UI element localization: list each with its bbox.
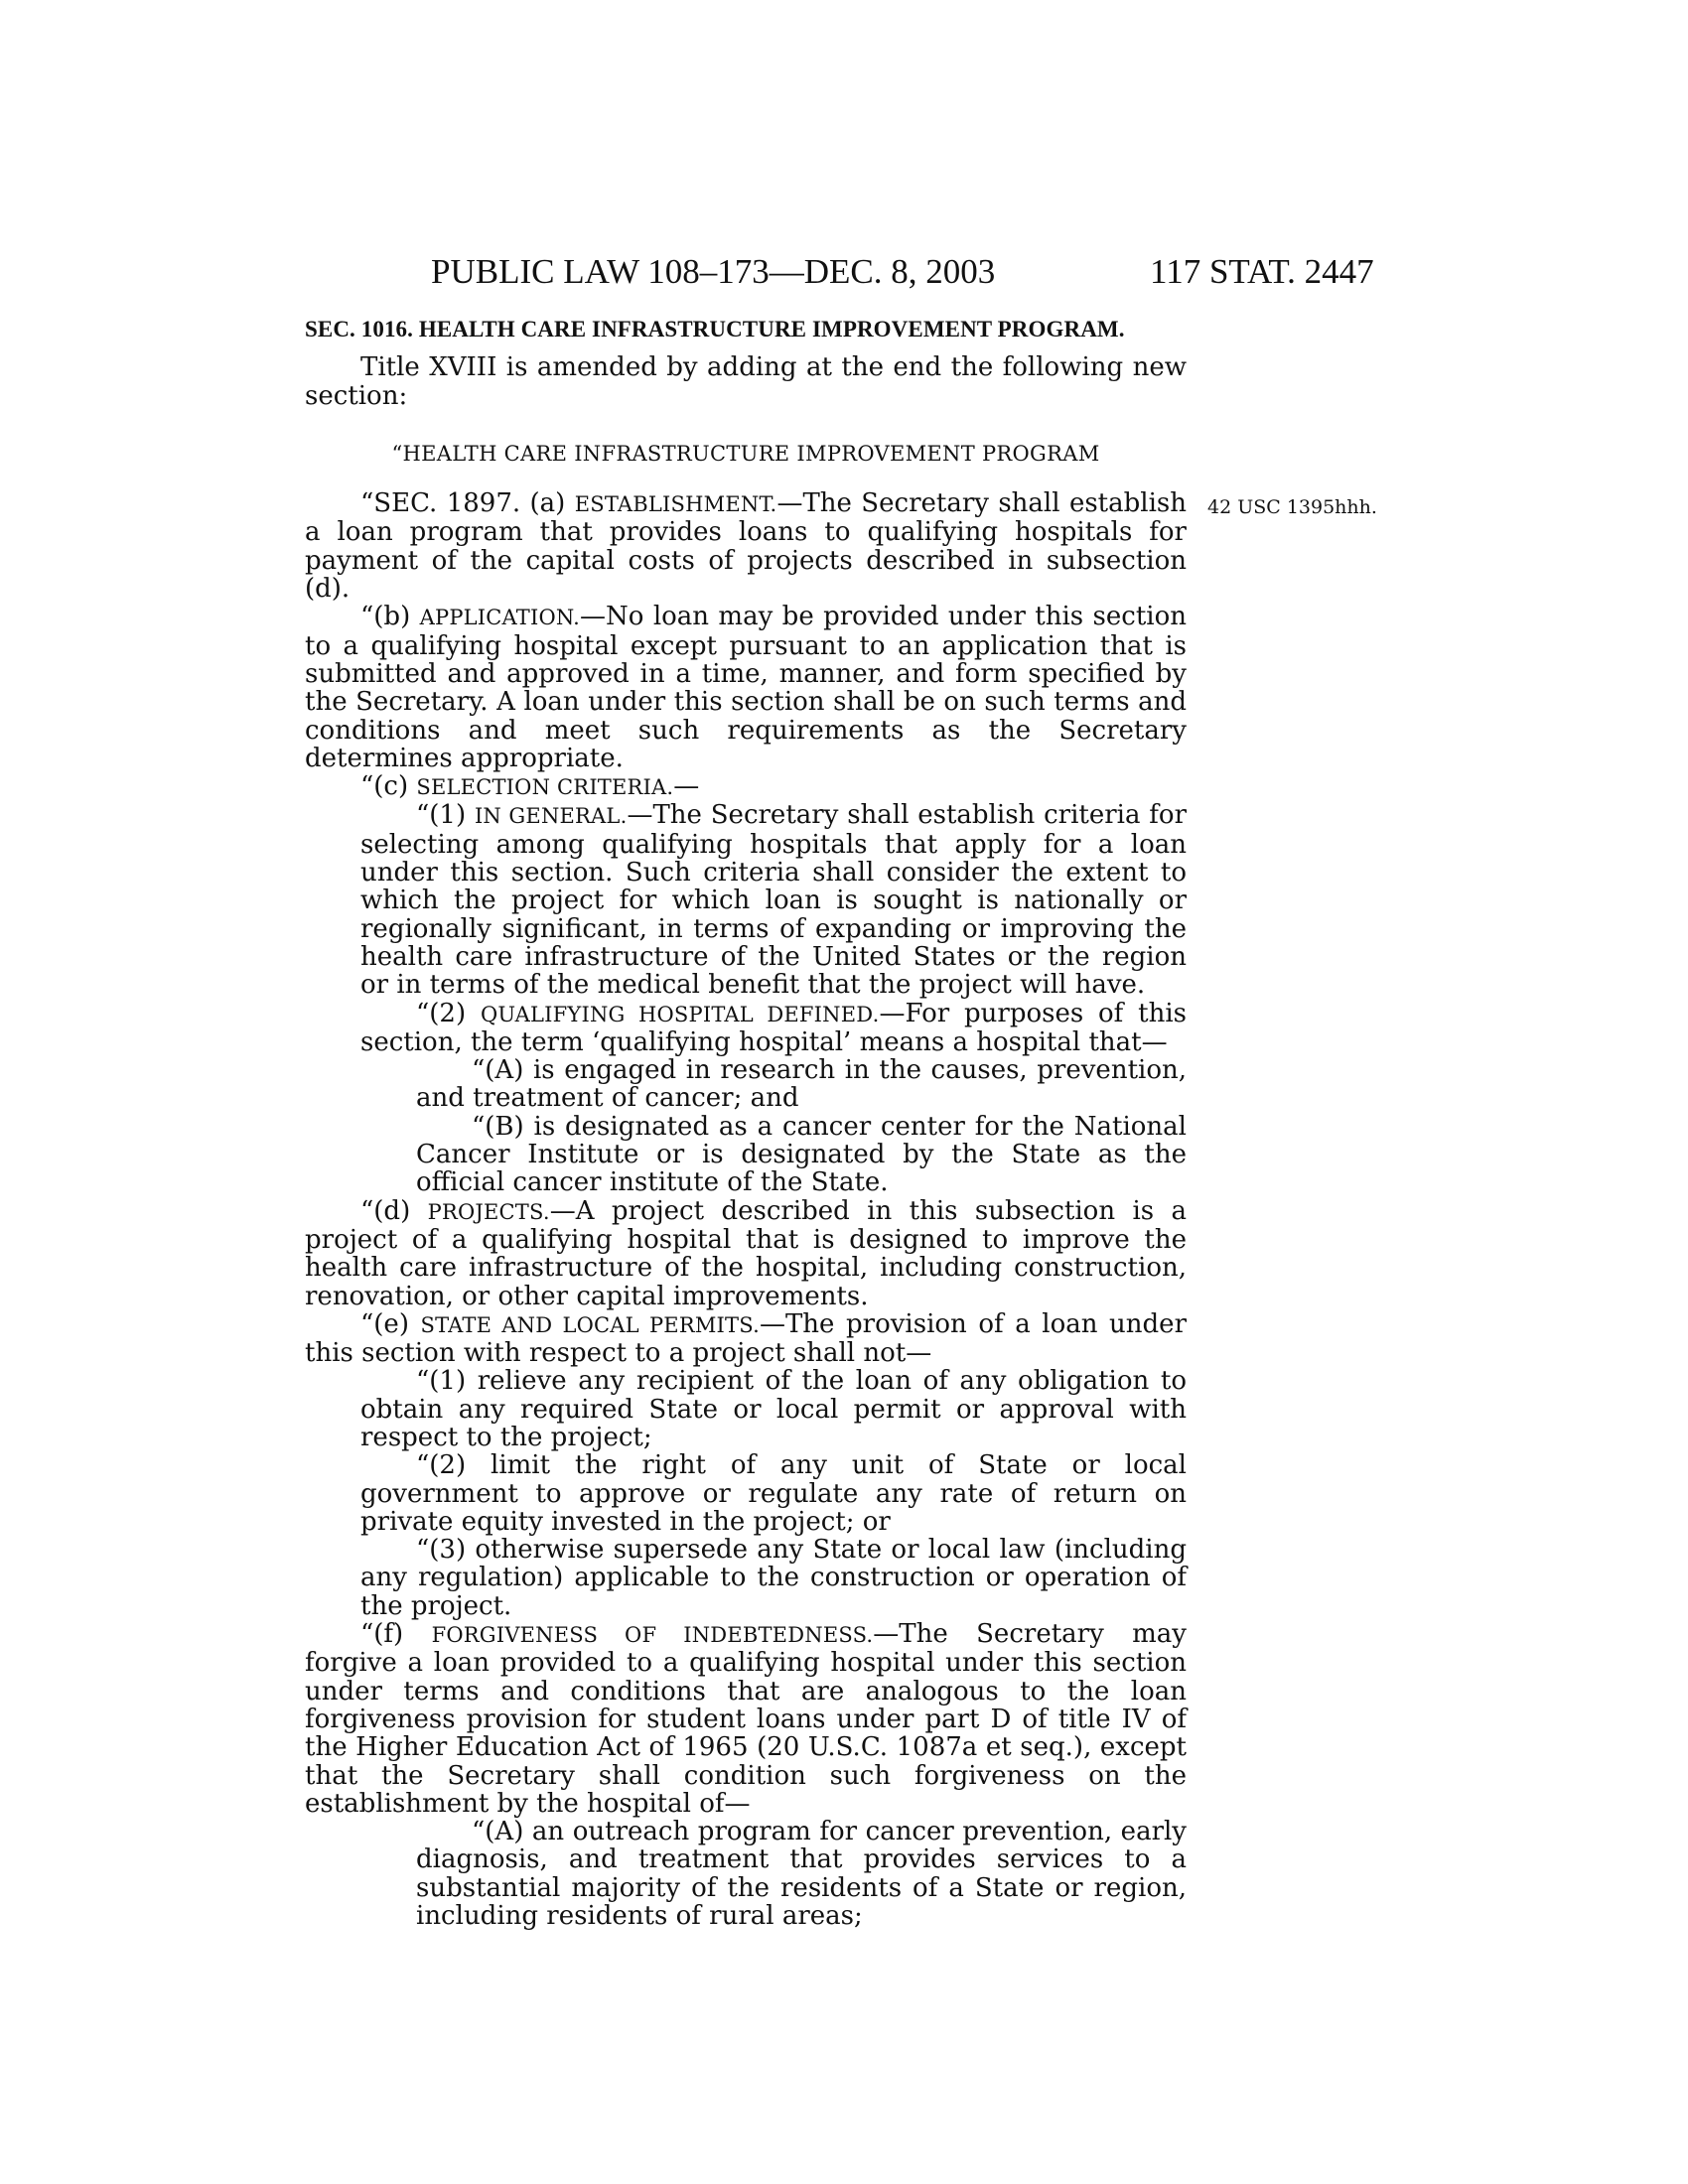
subsection-a-heading: ESTABLISHMENT. bbox=[574, 492, 777, 517]
intro-paragraph: Title XVIII is amended by adding at the end the following new section: bbox=[305, 352, 1187, 411]
subsection-c bbox=[305, 772, 1187, 801]
subsection-e-text: —The provision of a loan under this section with respect to a project shall not— bbox=[305, 1308, 1187, 1369]
margin-citation: 42 USC 1395hhh. bbox=[1207, 496, 1377, 518]
paragraph-c1 bbox=[360, 801, 1187, 999]
paragraph-c2-heading: QUALIFYING HOSPITAL DEFINED. bbox=[480, 1002, 880, 1026]
subsection-f bbox=[305, 1620, 1187, 1818]
subsection-f-lead: “(f) bbox=[360, 1619, 432, 1650]
subparagraph-c2-B: “(B) is designated as a cancer center for the National Cancer Institute or is designated by the State as the official cancer institute of the State. bbox=[416, 1111, 1187, 1198]
subsection-d bbox=[305, 1197, 1187, 1310]
paragraph-e2: “(2) limit the right of any unit of State or local government to approve or regulate any rate of return on private equity invested in the project; or bbox=[360, 1450, 1187, 1537]
subsection-a-text: —The Secretary shall establish a loan program that provides loans to qualifying hospitals for payment of the capital costs of projects described in subsection (d). bbox=[305, 488, 1187, 605]
paragraph-c2-lead: “(2) bbox=[416, 998, 481, 1028]
subsection-b bbox=[305, 603, 1187, 772]
subsection-b-heading: APPLICATION. bbox=[419, 606, 581, 630]
subsection-a bbox=[305, 489, 1187, 603]
subsection-a-lead: “SEC. 1897. (a) bbox=[360, 488, 575, 519]
subsection-c-lead: “(c) bbox=[360, 771, 417, 802]
subsection-b-text: —No loan may be provided under this section to a qualifying hospital except pursuant to an application that is submitted and approved in a time, manner, and form specified by the Secretary. A loan under this section shall be on such terms and conditions and meet such requirements as the Secretary determines appropriate. bbox=[305, 602, 1187, 773]
paragraph-e1: “(1) relieve any recipient of the loan of any obligation to obtain any required State or local permit or approval with respect to the project; bbox=[360, 1366, 1187, 1452]
subsection-f-text: —The Secretary may forgive a loan provided to a qualifying hospital under this section under terms and conditions that are analogous to the loan forgiveness provision for student loans under part D of title IV of the Higher Education Act of 1965 (20 U.S.C. 1087a et seq.), except that the Secretary shall condition such forgiveness on the establishment by the hospital of— bbox=[305, 1619, 1187, 1819]
subparagraph-f-A: “(A) an outreach program for cancer prevention, early diagnosis, and treatment that provides services to a substantial majority of the residents of a State or region, including residents of rural areas; bbox=[416, 1817, 1187, 1932]
paragraph-c1-text: —The Secretary shall establish criteria for selecting among qualifying hospitals that apply for a loan under this section. Such criteria shall consider the extent to which the project for which loan is sought is nationally or regionally significant, in terms of expanding or improving the health care infrastructure of the United States or the region or in terms of the medical benefit that the project will have. bbox=[360, 800, 1187, 1001]
running-header-right: 117 STAT. 2447 bbox=[1150, 252, 1374, 291]
subsection-d-heading: PROJECTS. bbox=[427, 1199, 550, 1224]
subsection-b-lead: “(b) bbox=[360, 602, 420, 632]
subsection-f-heading: FORGIVENESS OF INDEBTEDNESS. bbox=[431, 1623, 874, 1648]
document-body bbox=[305, 316, 1187, 1930]
paragraph-c2-text: —For purposes of this section, the term ‘qualifying hospital’ means a hospital that— bbox=[360, 998, 1187, 1057]
subsection-d-text: —A project described in this subsection is a project of a qualifying hospital that is designed to improve the health care infrastructure of the hospital, including construction, renovation, or other capital improvements. bbox=[305, 1195, 1188, 1311]
subparagraph-c2-A: “(A) is engaged in research in the causes, prevention, and treatment of cancer; and bbox=[416, 1055, 1187, 1114]
paragraph-e3: “(3) otherwise supersede any State or local law (including any regulation) applicable to the construction or operation of the project. bbox=[360, 1535, 1187, 1621]
subsection-d-lead: “(d) bbox=[360, 1195, 428, 1226]
subsection-e bbox=[305, 1310, 1187, 1368]
subsection-e-heading: STATE AND LOCAL PERMITS. bbox=[420, 1312, 760, 1337]
running-header-left: PUBLIC LAW 108–173—DEC. 8, 2003 bbox=[431, 252, 996, 291]
paragraph-c2 bbox=[360, 1000, 1187, 1057]
subsection-c-heading: SELECTION CRITERIA. bbox=[416, 775, 674, 800]
subsection-e-lead: “(e) bbox=[360, 1308, 421, 1339]
paragraph-c1-lead: “(1) bbox=[416, 800, 475, 831]
paragraph-c1-heading: IN GENERAL. bbox=[474, 804, 628, 829]
subsection-c-text: — bbox=[673, 771, 700, 802]
program-title: “HEALTH CARE INFRASTRUCTURE IMPROVEMENT PROGRAM bbox=[391, 441, 1100, 466]
section-heading: SEC. 1016. HEALTH CARE INFRASTRUCTURE IMPROVEMENT PROGRAM. bbox=[305, 317, 1125, 341]
